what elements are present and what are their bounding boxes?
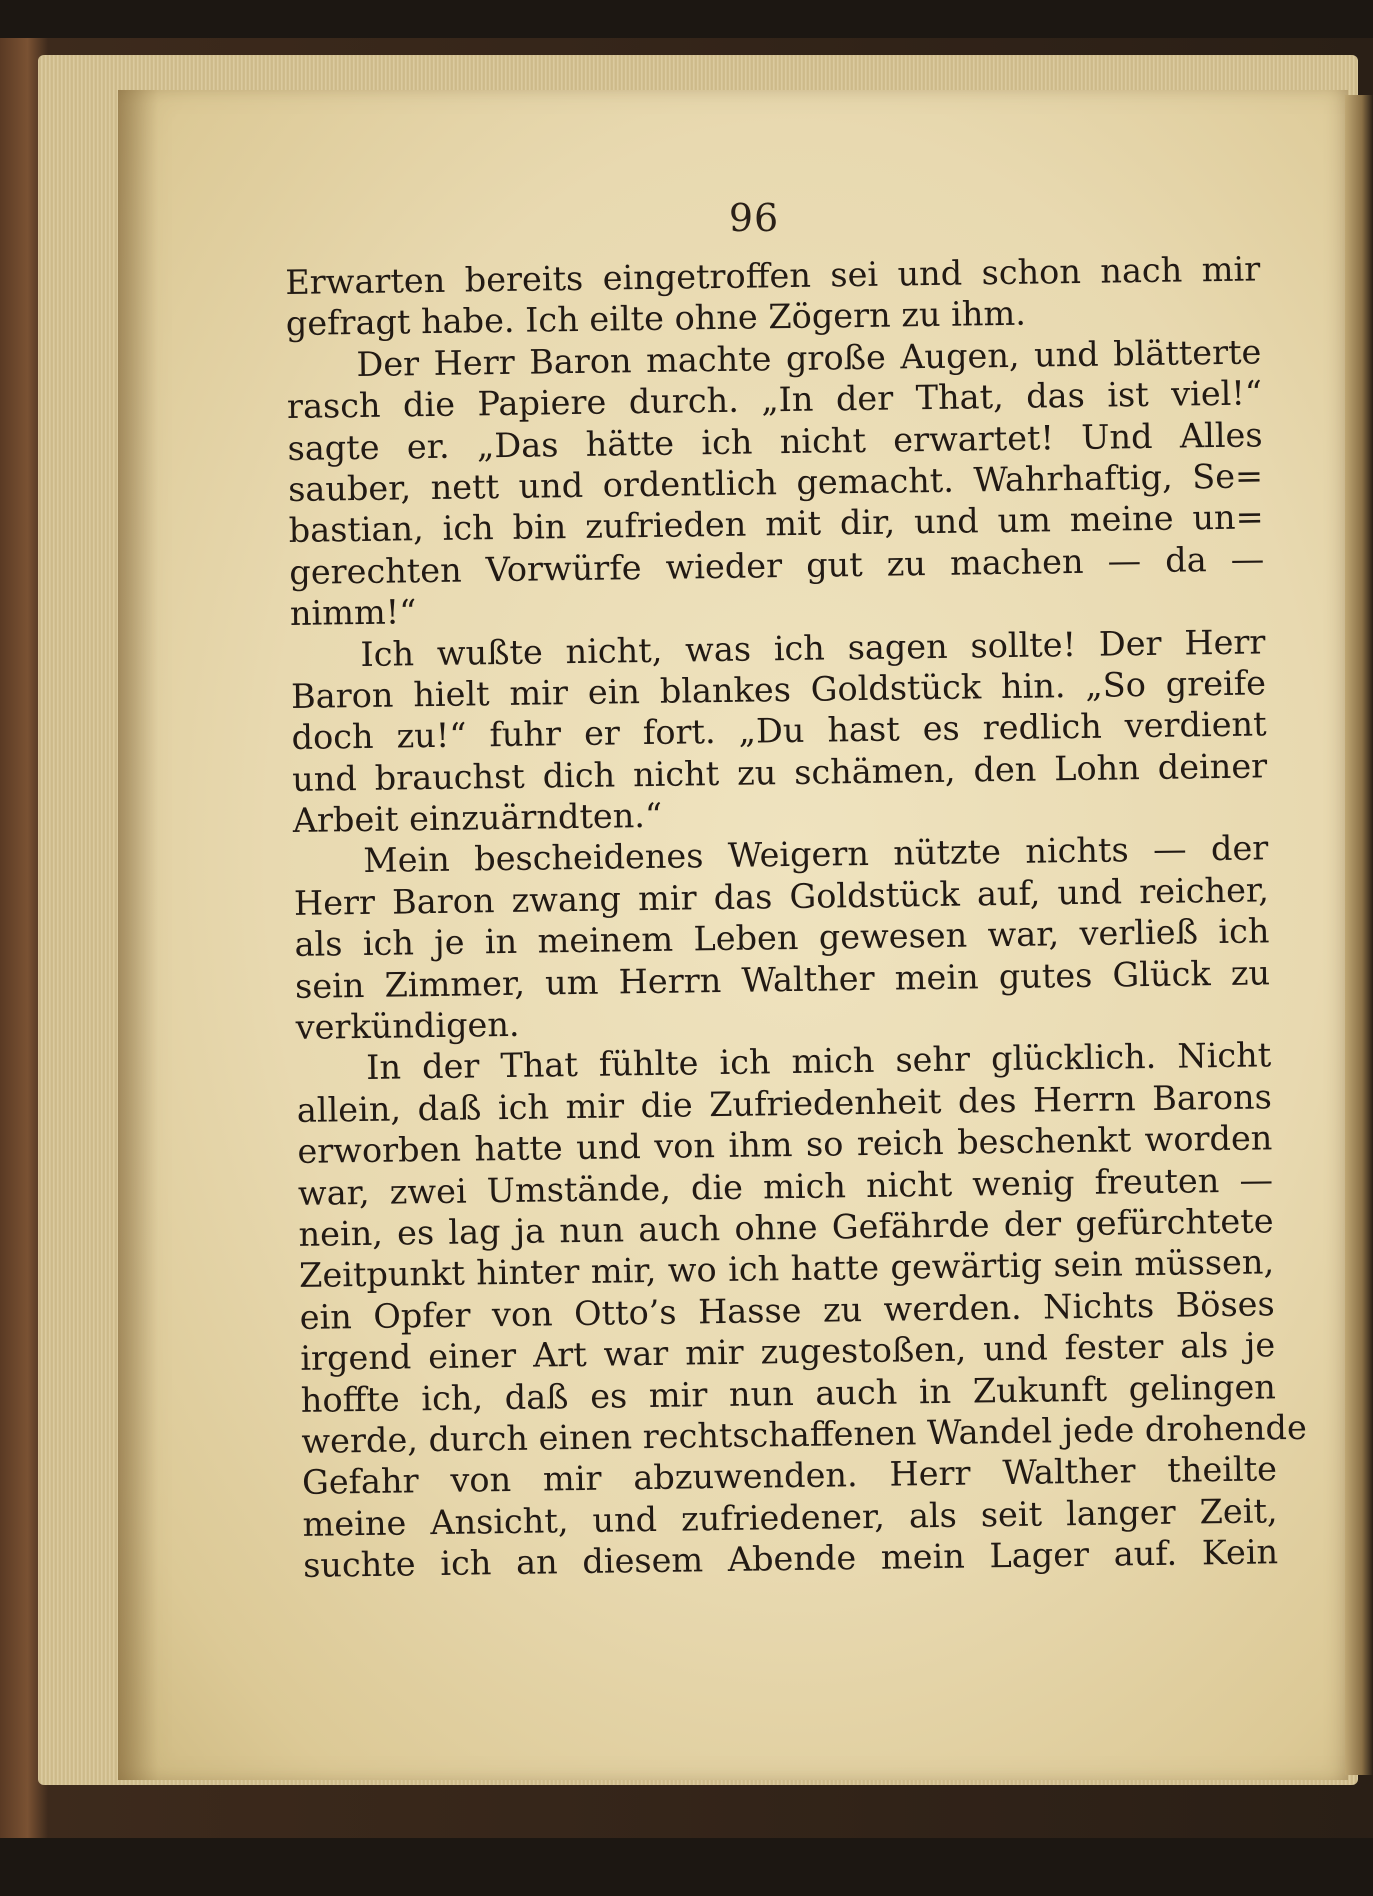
text-line: werde, durch einen rechtschaffenen Wandel jede drohende <box>301 1407 1308 1461</box>
gutter-shadow <box>118 90 158 1780</box>
text-line: Arbeit einzuärndten.“ <box>292 795 663 841</box>
text-line: rasch die Papiere durch. „In der That, das ist viel!“ <box>286 373 1263 427</box>
text-line: Der Herr Baron machte große Augen, und blätterte <box>356 332 1262 384</box>
text-line: hoffte ich, daß es mir nun auch in Zukunft gelingen <box>300 1366 1277 1420</box>
text-line: In der That fühlte ich mich sehr glücklich. Nicht <box>365 1035 1272 1088</box>
text-line: Gefahr von mir abzuwenden. Herr Walther theilte <box>301 1449 1278 1503</box>
text-line: und brauchst dich nicht zu schämen, den Lohn deiner <box>291 746 1268 799</box>
text-line: nimm!“ <box>289 592 417 634</box>
text-line: irgend einer Art war mir zugestoßen, und fester als je <box>300 1325 1276 1379</box>
text-line: Erwarten bereits eingetroffen sei und schon nach mir <box>285 249 1261 302</box>
text-line: war, zwei Umstände, die mich nicht wenig freuten — <box>297 1159 1274 1213</box>
text-line: als ich je in meinem Leben gewesen war, verließ ich <box>294 911 1270 965</box>
text-line: doch zu!“ fuhr er fort. „Du hast es redlich verdient <box>291 704 1267 758</box>
text-line: allein, daß ich mir die Zufriedenheit des Herrn Barons <box>296 1077 1273 1130</box>
text-line: suchte ich an diesem Abende mein Lager auf. Kein <box>302 1532 1279 1585</box>
body-text <box>285 248 1308 1586</box>
right-page-edge <box>1345 95 1373 1775</box>
text-line: Baron hielt mir ein blankes Goldstück hin. „So greife <box>290 663 1267 716</box>
text-line: Mein bescheidenes Weigern nützte nichts — der <box>363 828 1269 881</box>
text-line: Herr Baron zwang mir das Goldstück auf, und reicher, <box>293 870 1270 923</box>
text-line: sagte er. „Das hätte ich nicht erwartet! Und Alles <box>287 414 1263 468</box>
text-line: verkündigen. <box>295 1004 520 1047</box>
text-line: sein Zimmer, um Herrn Walther mein gutes Glück zu <box>294 952 1271 1006</box>
text-line: ein Opfer von Otto’s Hasse zu werden. Nichts Böses <box>299 1284 1275 1337</box>
text-line: meine Ansicht, und zufriedener, als seit langer Zeit, <box>302 1490 1278 1544</box>
text-line: Zeitpunkt hinter mir, wo ich hatte gewärtig sein müssen, <box>298 1242 1275 1296</box>
text-line: nein, es lag ja nun auch ohne Gefährde der gefürchtete <box>298 1201 1274 1254</box>
text-line: Ich wußte nicht, was ich sagen sollte! Der Herr <box>360 621 1266 674</box>
text-line: bastian, ich bin zufrieden mit dir, und um meine un= <box>288 497 1264 551</box>
page-number: 96 <box>728 196 780 240</box>
text-line: gerechten Vorwürfe wieder gut zu machen — da — <box>289 539 1265 592</box>
text-line: sauber, nett und ordentlich gemacht. Wahrhaftig, Se= <box>287 456 1264 509</box>
text-line: gefragt habe. Ich eilte ohne Zögern zu ihm. <box>285 294 1027 344</box>
text-line: erworben hatte und von ihm so reich beschenkt worden <box>297 1118 1273 1172</box>
